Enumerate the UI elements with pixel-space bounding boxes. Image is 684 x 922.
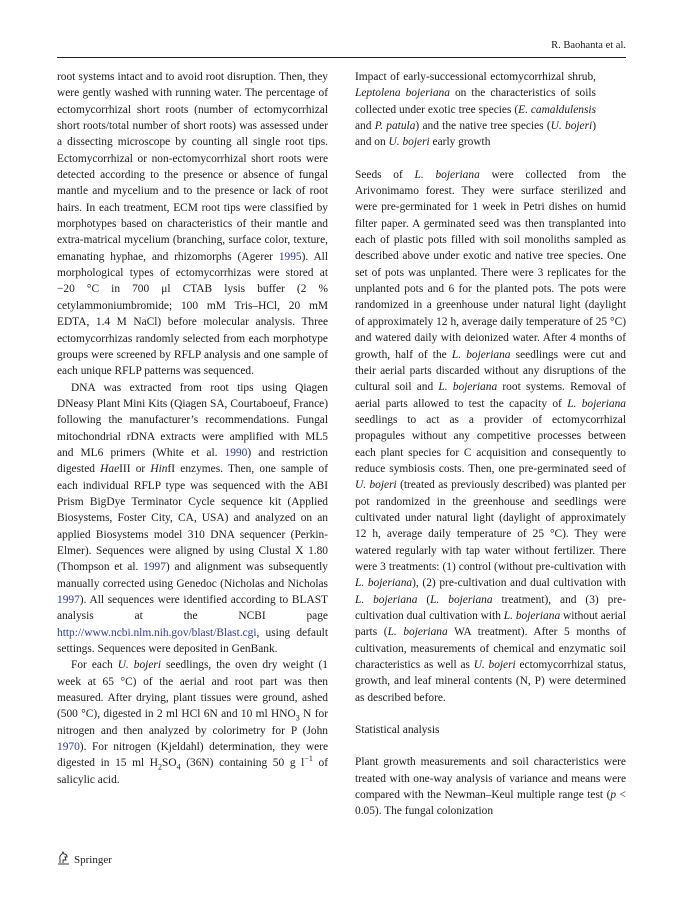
paragraph-dry-weight: For each U. bojeri seedlings, the oven dry weight (1 week at 65 °C) of the aerial and root part was then measured. After drying, plant tissues were ground, ashed (500 °C), digested in 2 ml HCl 6N and 10 ml $HNO_3$ N for nitrogen and then analyzed by colorimetry for P (John 1970). For nitrogen (Kjeldahl) determination, they were digested in 15 ml $H_2SO_4$ (36N) containing 50 g $l^{-1}$ of salicylic acid. bbox=[57, 659, 328, 786]
running-author: R. Baohanta et al. bbox=[551, 40, 626, 51]
citation-thompson-1997[interactable]: 1997 bbox=[143, 561, 166, 574]
citation-nicholas-1997[interactable]: 1997 bbox=[57, 594, 80, 606]
page-footer bbox=[57, 851, 112, 868]
paragraph-ecm-assessment: root systems intact and to avoid root disruption. Then, they were gently washed with running water. The percentage of ectomycorrhizal short roots (number of ectomycorrhizal short roots/total number of short roots) was assessed under a dissecting microscope by counting all single root tips. Ectomycorrhizal or non-ectomycorrhizal short roots were detected according to the presence or absence of fungal mantle and mycelium and to the presence or lack of root hairs. In each treatment, ECM root tips were classified by morphotypes based on characteristics of their mantle and extra-matrical mycelium (branching, surface color, texture, emanating hyphae, and rhizomorphs (Agerer 1995). All morphological types of ectomycorrhizas were stored at −20 °C in 700 μl CTAB lysis buffer (2 % cetylammoniumbromide; 100 mM Tris–HCl, 20 mM EDTA, 1.4 M NaCl) before molecular analysis. Three ectomycorrhizas randomly selected from each morphotype groups were screened by RFLP analysis and one sample of each unique RFLP patterns was sequenced. bbox=[57, 71, 328, 378]
spacer bbox=[355, 706, 626, 722]
spacer bbox=[355, 151, 626, 167]
header-rule bbox=[57, 57, 626, 58]
paragraph-dna-extraction: DNA was extracted from root tips using Qiagen DNeasy Plant Mini Kits (Qiagen SA, Courtaboeuf, France) following the manufacturer’s recommendations. Fungal mitochondrial rDNA extracts were amplified with ML5 and ML6 primers (White et al. 1990) and restriction digested HaeIII or HinfI enzymes. Then, one sample of each individual RFLP type was sequenced with the ABI Prism BigDye Terminator Cycle sequence kit (Applied Biosystems, Foster City, CA, USA) and analyzed on an applied Biosystems model 310 DNA sequencer (Perkin-Elmer). Sequences were aligned by using Clustal X 1.80 (Thompson et al. 1997) and alignment was subsequently manually corrected using Genedoc (Nicholas and Nicholas 1997). All sequences were identified according to BLAST analysis at the NCBI page http://www.ncbi.nlm.nih.gov/blast/Blast.cgi, using default settings. Sequences were deposited in GenBank. bbox=[57, 381, 329, 656]
publisher-name: Springer bbox=[74, 853, 112, 866]
section-heading-statistical-analysis: Statistical analysis bbox=[355, 724, 440, 737]
citation-john-1970[interactable]: 1970 bbox=[57, 741, 80, 754]
paragraph-seeds: Seeds of L. bojeriana were collected from the Arivonimamo forest. They were surface sterilized and were pre-germinated for 1 week in Petri dishes on humid filter paper. A germinated seed was then transplanted into each of plastic pots filled with soil monoliths sampled as described above under exotic and native tree species. One set of pots was unplanted. There were 3 replicates for the unplanted pots and 6 for the planted pots. The pots were randomized in a greenhouse under natural light (daylight of approximately 12 h, average daily temperature of 25 °C) and watered daily with deionized water. After 4 months of growth, half of the L. bojeriana seedlings were cut and their aerial parts discarded without any disruptions of the cultural soil and L. bojeriana root systems. Removal of aerial parts allowed to test the capacity of L. bojeriana seedlings to act as a provider of ectomycorrhizal propagules without any competitive processes between each plant species for C acquisition and consequently to reduce symbiosis costs. Then, one pre-germinated seed of U. bojeri (treated as previously described) was planted per pot randomized in the greenhouse and seedlings were cultivated under natural light (daylight of approximately 12 h, average daily temperature of 25 °C). They were watered regularly with tap water without fertilizer. There were 3 treatments: (1) control (without pre-cultivation with L. bojeriana), (2) pre-cultivation and dual cultivation with L. bojeriana (L. bojeriana treatment), and (3) precultivation dual cultivation with L. bojeriana without aerial parts (L. bojeriana WA treatment). After 5 months of cultivation, measurements of chemical and enzymatic soil characteristics as well as U. bojeri ectomycorrhizal status, growth, and leaf mineral contents (N, P) were determined as described before. bbox=[355, 168, 627, 704]
running-header bbox=[57, 40, 626, 56]
ncbi-blast-link[interactable]: http://www.ncbi.nlm.nih.gov/blast/Blast.cgi bbox=[57, 626, 257, 639]
section-heading-impact: Impact of early-successional ectomycorrhizal shrub, Leptolena bojeriana on the characteristics of soils collected under exotic tree species (E. camaldulensis and P. patula) and the native tree species (U. bojeri) and on U. bojeri early growth bbox=[355, 71, 597, 149]
citation-agerer-1995[interactable]: 1995 bbox=[278, 250, 302, 263]
spacer bbox=[355, 738, 626, 754]
citation-white-1990[interactable]: 1990 bbox=[224, 446, 248, 459]
left-column bbox=[57, 69, 328, 788]
springer-horse-icon bbox=[57, 851, 70, 868]
paragraph-statistics: Plant growth measurements and soil characteristics were treated with one-way analysis of variance and means were compared with the Newman–Keul multiple range test (p < 0.05). The fungal colonization bbox=[355, 756, 626, 818]
right-column bbox=[355, 69, 626, 820]
